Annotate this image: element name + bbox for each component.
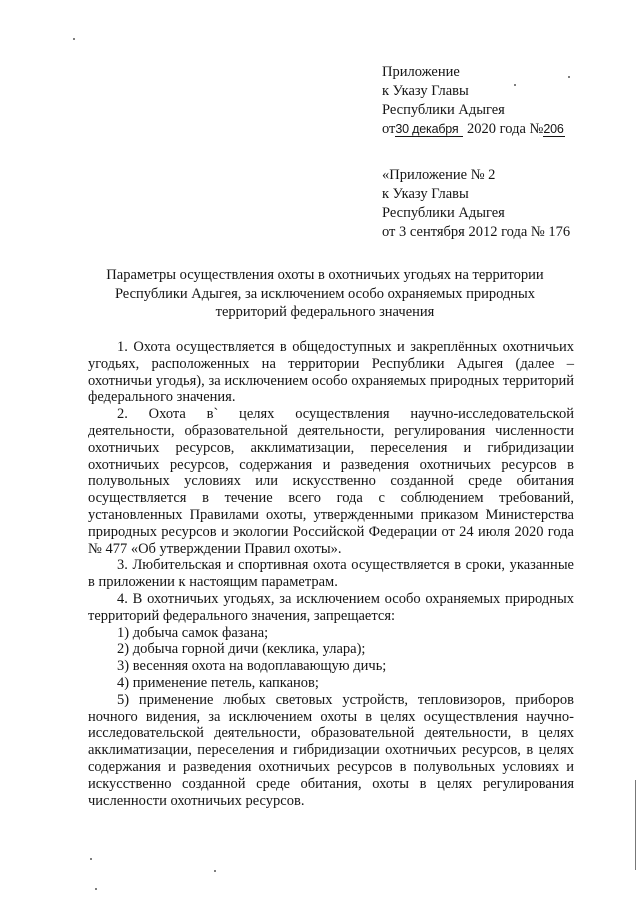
- handwritten-date: 30 декабря: [395, 123, 463, 137]
- date-prefix: от: [382, 121, 396, 137]
- prohibition-item-1: 1) добыча самок фазана;: [117, 624, 269, 641]
- scan-speck: [568, 76, 570, 78]
- scan-speck: [95, 888, 97, 890]
- scan-speck: [73, 38, 75, 40]
- document-title: [90, 266, 560, 322]
- title-line-3: территорий федерального значения: [215, 304, 435, 320]
- appendix-decree-ref: к Указу Главы: [382, 83, 469, 99]
- scan-speck: [514, 84, 516, 86]
- scan-edge-line: [635, 780, 636, 870]
- appendix-date-line: [382, 120, 565, 139]
- paragraph-4: 4. В охотничьих угодьях, за исключением особо охраняемых природных территорий федерального значения, запрещается:: [88, 590, 574, 624]
- original-appendix-decree-ref: к Указу Главы: [382, 186, 469, 202]
- scan-speck: [214, 870, 216, 872]
- prohibition-item-2: 2) добыча горной дичи (кеклика, улара);: [117, 641, 366, 658]
- scan-speck: [90, 858, 92, 860]
- handwritten-number: 206: [543, 122, 564, 136]
- prohibition-item-4: 4) применение петель, капканов;: [117, 674, 319, 691]
- prohibition-item-5: 5) применение любых световых устройств, тепловизоров, приборов ночного видения, за исключением охоты в целях осуществления научно-исследовательской деятельности, образовательной деятельности, в целях акклиматизации, переселения и гибридизации охотничьих ресурсов, в целях содержания и разведения охотничьих ресурсов в полувольных условиях и искусственно созданной среде обитания, охоты в целях регулирования численности охотничьих ресурсов.: [88, 691, 574, 809]
- paragraph-2: 2. Охота в` целях осуществления научно-исследовательской деятельности, образовательной деятельности, регулирования численности охотничьих ресурсов, акклиматизации, переселения и гибридизации охотничьих ресурсов, содержания и разведения охотничьих ресурсов в полувольных условиях или искусственно созданной среде обитания осуществляется в течение всего года с соблюдением требований, установленных Правилами охоты, утвержденными приказом Министерства природных ресурсов и экологии Российской Федерации от 24 июля 2020 года № 477 «Об утверждении Правил охоты».: [88, 406, 574, 557]
- title-line-1: Параметры осуществления охоты в охотничьих угодьях на территории: [106, 267, 544, 283]
- original-appendix-date: от 3 сентября 2012 года № 176: [382, 224, 571, 240]
- original-appendix-title: «Приложение № 2: [382, 167, 496, 183]
- original-appendix-header: [382, 166, 570, 242]
- appendix-republic: Республики Адыгея: [382, 102, 505, 118]
- prohibition-item-3: 3) весенняя охота на водоплавающую дичь;: [117, 658, 387, 675]
- title-line-2: Республики Адыгея, за исключением особо охраняемых природных: [114, 285, 536, 302]
- date-year: 2020 года №: [467, 121, 544, 137]
- paragraph-1: 1. Охота осуществляется в общедоступных и закреплённых охотничьих угодьях, расположенных на территории Республики Адыгея (далее – охотничьи угодья), за исключением особо охраняемых природных территорий федерального значения.: [88, 339, 574, 406]
- document-body: [88, 339, 574, 809]
- appendix-title: Приложение: [382, 64, 460, 80]
- original-appendix-republic: Республики Адыгея: [382, 205, 505, 221]
- appendix-header: [382, 63, 565, 139]
- paragraph-3: 3. Любительская и спортивная охота осуществляется в сроки, указанные в приложении к настоящим параметрам.: [88, 557, 574, 591]
